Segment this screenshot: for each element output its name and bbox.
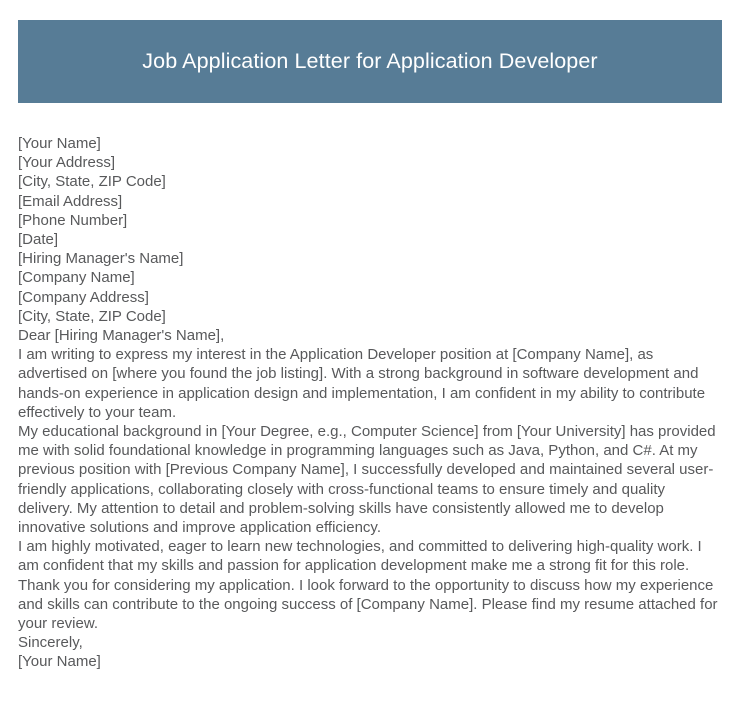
signature: [Your Name] [18,653,101,671]
sender-line: [Phone Number] [18,211,128,229]
sender-line: [Email Address] [18,192,123,210]
body-paragraph: I am highly motivated, eager to learn new technologies, and committed to delivering high-quality work. I am confident that my skills and passion for application development make me a strong fit for this role. [18,538,702,575]
letter-body [18,134,720,672]
body-paragraph: Thank you for considering my application. I look forward to the opportunity to discuss how my experience and skills can contribute to the ongoing success of [Company Name]. Please find my resume attached for your review. [18,576,718,633]
recipient-line: [Company Address] [18,288,149,306]
sender-line: [City, State, ZIP Code] [18,173,166,191]
sender-address-block [18,134,720,249]
recipient-line: [City, State, ZIP Code] [18,307,166,325]
recipient-address-block [18,249,720,326]
recipient-line: [Hiring Manager's Name] [18,250,184,268]
recipient-line: [Company Name] [18,269,135,287]
sender-line: [Date] [18,231,59,249]
letter-header-banner [18,20,722,103]
sender-line: [Your Name] [18,135,101,152]
closing: Sincerely, [18,634,83,652]
sender-line: [Your Address] [18,154,116,172]
body-paragraph: I am writing to express my interest in the Application Developer position at [Company Name], as advertised on [where you found the job listing]. With a strong background in software development and hands-on experience in application design and implementation, I am confident in my ability to contribute effectively to your team. [18,346,706,421]
body-paragraph: My educational background in [Your Degree, e.g., Computer Science] from [Your University] has provided me with solid foundational knowledge in programming languages such as Java, Python, and C#. At my previous position with [Previous Company Name], I successfully developed and maintained several user-friendly applications, collaborating closely with cross-functional teams to ensure timely and quality delivery. My attention to detail and problem-solving skills have consistently allowed me to develop innovative solutions and improve application efficiency. [18,423,716,537]
page-title: Job Application Letter for Application Developer [142,48,598,73]
salutation: Dear [Hiring Manager's Name], [18,327,225,345]
